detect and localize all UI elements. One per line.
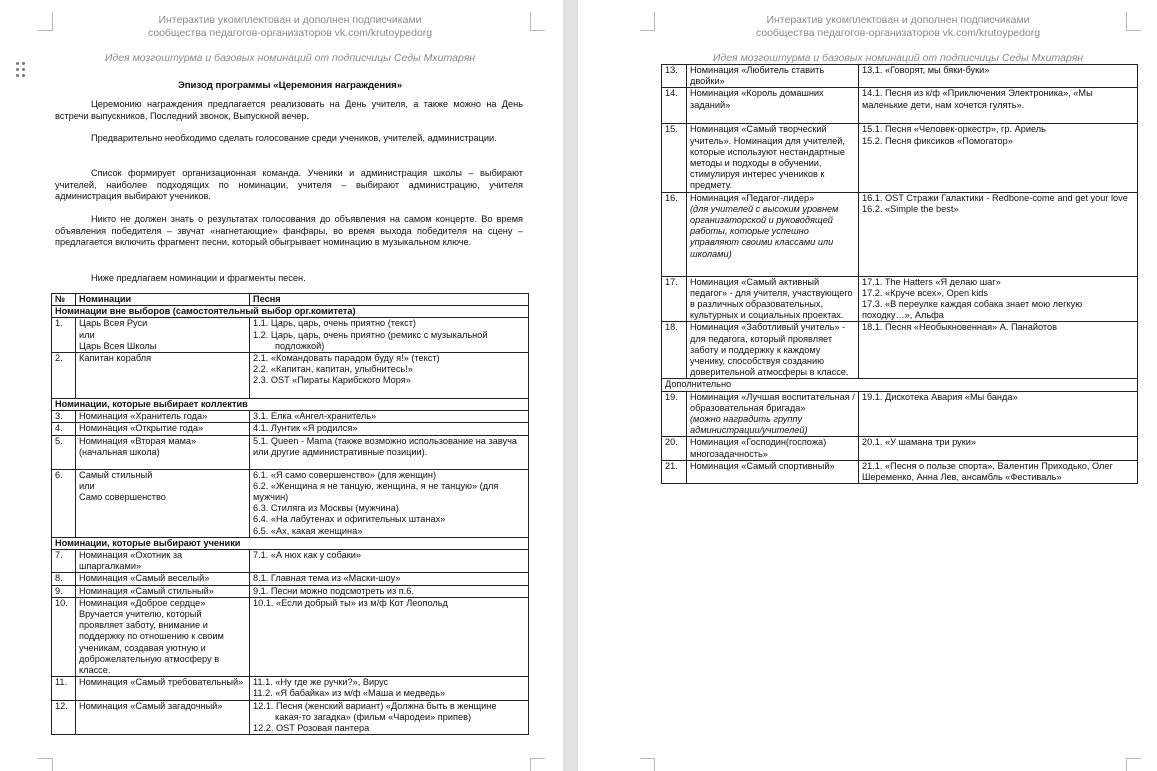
nomination-text: (можно наградить группу администрации/учителей)	[690, 414, 808, 436]
song-cell	[250, 700, 529, 735]
nomination-cell: Номинация «Самый творческий учитель». Номинация для учителей, которые используют нестандартные методы и подходы в обучении, стимулируя интерес учеников к предмету.	[687, 124, 859, 192]
row-num: 16.	[662, 192, 687, 276]
song-item: 6.5. «Ах, какая женщина»	[253, 525, 363, 536]
table-row	[52, 423, 529, 435]
header-num: №	[52, 294, 76, 306]
song-item: 1.2. Царь, царь, очень приятно (ремикс с музыкальной подложкой)	[253, 329, 488, 351]
table-row	[662, 88, 1138, 124]
table-row	[52, 700, 529, 735]
section-row	[52, 399, 529, 411]
song-cell: 13.1. «Говорят, мы бяки-буки»	[859, 65, 1138, 88]
table-row	[52, 318, 529, 353]
paragraph: Ниже предлагаем номинации и фрагменты песен.	[91, 273, 306, 283]
paragraph: Список формирует организационная команда. Ученики и администрация школы – выбирают учителей, наиболее подходящих по номинации, учителя – выбирают администрацию, учителя администрация выбирают учеников.	[55, 168, 523, 202]
section-row	[52, 537, 529, 549]
song-item: 12.1. Песня (женский вариант) «Должна быть в женщине какая-то загадка» (фильм «Чародеи» припев)	[253, 700, 497, 722]
table-row	[662, 322, 1138, 379]
nomination-text: Вручается учителю, который проявляет заботу, внимание и поддержку по отношению к своим ученикам, создавая уютную и доброжелательную атмосферу в классе.	[79, 609, 224, 676]
song-item: 6.3. Стиляга из Москвы (мужчина)	[253, 503, 399, 514]
table-row	[662, 276, 1138, 322]
section-title: Номинации, которые выбирают ученики	[52, 537, 529, 549]
nomination-cell: Номинация «Любитель ставить двойки»	[687, 65, 859, 88]
row-num: 7.	[52, 550, 76, 573]
row-num: 18.	[662, 322, 687, 379]
nomination-text: Царь Всея Школы	[79, 340, 157, 351]
song-cell: 4.1. Лунтик «Я родился»	[250, 423, 529, 435]
song-item: 16.1. OST Стражи Галактики - Redbone-come and get your love	[862, 192, 1128, 203]
table-row	[52, 353, 529, 399]
section-title: Номинации вне выборов (самостоятельный выбор орг.комитета)	[52, 306, 529, 318]
paragraph: Церемонию награждения предлагается реализовать на День учителя, а также можно на День встречи выпускников, Последний звонок, Выпускной вечер.	[55, 99, 523, 121]
table-row	[52, 677, 529, 700]
header-line-2: сообщества педагогов-организаторов vk.com/krutoypedorg	[147, 27, 433, 39]
nomination-text: Номинация «Вторая мама»	[79, 435, 197, 446]
song-item: 17.1. The Hatters «Я делаю шаг»	[862, 276, 1001, 287]
song-cell: 5.1. Queen - Mama (также возможно использование на завуча или другие административные позиции).	[250, 435, 529, 469]
idea-credit: Идея мозгоштурма и базовых номинаций от подписчицы Седы Мхитарян	[104, 52, 476, 64]
table-row	[52, 469, 529, 537]
table-row	[662, 437, 1138, 460]
song-cell	[250, 469, 529, 537]
nomination-cell	[76, 597, 250, 676]
crop-mark-bottom-left	[640, 758, 655, 771]
section-title: Номинации, которые выбирает коллектив	[52, 399, 529, 411]
song-item: 6.4. «На лабутенах и офигительных штанах»	[253, 514, 446, 525]
nomination-cell: Номинация «Охотник за шпаргалками»	[76, 550, 250, 573]
song-cell	[250, 353, 529, 399]
song-cell	[250, 318, 529, 353]
song-cell: 14.1. Песня из к/ф «Приключения Электроника», «Мы маленькие дети, нам хочется гулять».	[859, 88, 1138, 124]
crop-mark-bottom-left	[38, 758, 53, 771]
table-row	[662, 460, 1138, 483]
song-cell	[859, 192, 1138, 276]
header-line-1: Интерактив укомплектован и дополнен подписчиками	[158, 14, 422, 26]
nomination-cell	[76, 353, 250, 399]
nomination-text: Самый стильный	[79, 469, 153, 480]
row-num: 21.	[662, 460, 687, 483]
page-gap	[563, 0, 578, 771]
header-song: Песня	[250, 294, 529, 306]
nomination-cell	[687, 391, 859, 437]
idea-credit: Идея мозгоштурма и базовых номинаций от подписчицы Седы Мхитарян	[712, 52, 1084, 64]
table-header-row	[52, 294, 529, 306]
song-item: 12.2. OST Розовая пантера	[253, 723, 370, 734]
nomination-cell: Номинация «Самый активный педагог» - для учителя, участвующего в различных образовательных, культурных и социальных проектах.	[687, 276, 859, 322]
song-item: 2.3. OST «Пираты Карибского Моря»	[253, 375, 411, 386]
song-cell: 8.1. Главная тема из «Маски-шоу»	[250, 573, 529, 585]
episode-title: Эпизод программы «Церемония награждения»	[177, 80, 403, 91]
nomination-cell: Номинация «Заботливый учитель» - для педагога, который проявляет заботу и поддержку к каждому ученику, способствуя созданию доверительной атмосферы в классе.	[687, 322, 859, 379]
nomination-text: Само совершенство	[79, 492, 166, 503]
nomination-text: или	[79, 480, 95, 491]
row-num: 3.	[52, 411, 76, 423]
row-num: 17.	[662, 276, 687, 322]
song-cell: 21.1. «Песня о пользе спорта», Валентин Приходько, Олег Шеременко, Анна Лев, ансамбль «Фестиваль»	[859, 460, 1138, 483]
nomination-cell: Номинация «Король домашних заданий»	[687, 88, 859, 124]
song-cell: 3.1. Елка «Ангел-хранитель»	[250, 411, 529, 423]
section-row	[662, 379, 1138, 391]
song-cell: 9.1. Песни можно подсмотреть из п.6.	[250, 585, 529, 597]
song-item: 11.2. «Я бабайка» из м/ф «Маша и медведь»	[253, 688, 446, 699]
crop-mark-top-left	[38, 12, 53, 31]
song-cell: 20.1. «У шамана три руки»	[859, 437, 1138, 460]
song-cell	[250, 677, 529, 700]
row-num: 14.	[662, 88, 687, 124]
table-row	[52, 435, 529, 469]
nominations-table	[51, 293, 529, 735]
page-header	[663, 14, 1133, 40]
nomination-text: Царь Всея Руси	[79, 318, 148, 329]
crop-mark-top-right	[530, 12, 545, 31]
table-row	[52, 597, 529, 676]
song-item: 6.1. «Я само совершенство» (для женщин)	[253, 469, 437, 480]
nomination-text: Номинация «Педагог-лидер»	[690, 192, 815, 203]
row-num: 6.	[52, 469, 76, 537]
crop-mark-bottom-right	[1126, 758, 1141, 771]
song-item: 16.2. «Simple the best»	[862, 203, 959, 214]
table-row	[662, 192, 1138, 276]
nomination-text: (начальная школа)	[79, 446, 160, 457]
section-row	[52, 306, 529, 318]
nomination-cell	[76, 435, 250, 469]
row-num: 2.	[52, 353, 76, 399]
song-cell	[859, 276, 1138, 322]
header-line-1: Интерактив укомплектован и дополнен подписчиками	[766, 14, 1030, 26]
table-row	[52, 585, 529, 597]
table-row	[52, 550, 529, 573]
song-item: 2.1. «Командовать парадом буду я!» (текст)	[253, 353, 440, 364]
row-num: 11.	[52, 677, 76, 700]
table-row	[52, 573, 529, 585]
header-line-2: сообщества педагогов-организаторов vk.com/krutoypedorg	[755, 27, 1041, 39]
nomination-cell: Номинация «Господин(госпожа) многозадачность»	[687, 437, 859, 460]
row-num: 8.	[52, 573, 76, 585]
nominations-table-continued	[661, 64, 1138, 484]
header-nominations: Номинации	[76, 294, 250, 306]
crop-mark-bottom-right	[530, 758, 545, 771]
row-num: 1.	[52, 318, 76, 353]
row-num: 13.	[662, 65, 687, 88]
table-row	[52, 411, 529, 423]
paragraph: Предварительно необходимо сделать голосование среди учеников, учителей, администрации.	[91, 133, 497, 143]
song-cell: 18.1. Песня «Необыкновенная» А. Панайотов	[859, 322, 1138, 379]
crop-mark-top-left	[640, 12, 655, 31]
song-item: 15.1. Песня «Человек-оркестр», гр. Ариель	[862, 124, 1046, 135]
nomination-text: Номинация «Доброе сердце»	[79, 597, 206, 608]
nomination-cell: Номинация «Самый спортивный»	[687, 460, 859, 483]
nomination-cell: Номинация «Открытие года»	[76, 423, 250, 435]
song-cell: 19.1. Дискотека Авария «Мы банда»	[859, 391, 1138, 437]
song-item: 17.3. «В переулке каждая собака знает мою легкую походку…», Альфа	[862, 299, 1083, 321]
row-num: 9.	[52, 585, 76, 597]
song-cell: 7.1. «А нюх как у собаки»	[250, 550, 529, 573]
drag-handle-icon[interactable]	[16, 62, 28, 80]
nomination-cell	[76, 469, 250, 537]
row-num: 19.	[662, 391, 687, 437]
nomination-cell	[687, 192, 859, 276]
nomination-text: или	[79, 329, 95, 340]
nomination-cell: Номинация «Самый стильный»	[76, 585, 250, 597]
row-num: 15.	[662, 124, 687, 192]
song-cell	[859, 124, 1138, 192]
nomination-text: Номинация «Лучшая воспитательная /образовательная бригада»	[690, 391, 855, 413]
row-num: 4.	[52, 423, 76, 435]
nomination-cell: Номинация «Самый требовательный»	[76, 677, 250, 700]
nomination-cell: Номинация «Самый загадочный»	[76, 700, 250, 735]
table-row	[662, 391, 1138, 437]
row-num: 20.	[662, 437, 687, 460]
song-item: 1.1. Царь, царь, очень приятно (текст)	[253, 318, 416, 329]
document-page-right	[578, 0, 1157, 771]
page-header	[55, 14, 525, 40]
nomination-cell: Номинация «Самый веселый»	[76, 573, 250, 585]
section-title: Дополнительно	[662, 379, 1138, 391]
row-num: 5.	[52, 435, 76, 469]
nomination-cell	[76, 318, 250, 353]
song-item: 2.2. «Капитан, капитан, улыбнитесь!»	[253, 364, 413, 375]
row-num: 10.	[52, 597, 76, 676]
song-item: 11.1. «Ну где же ручки?», Вирус	[253, 677, 389, 688]
song-item: 17.2. «Круче всех», Open kids	[862, 287, 988, 298]
row-num: 12.	[52, 700, 76, 735]
nomination-text: Капитан корабля	[79, 353, 152, 364]
paragraph: Никто не должен знать о результатах голосования до объявления на самом концерте. Во время объявления победителя – звучат «нагнетающие» фанфары, во время выхода победителя на сцену – предлагается включить фрагмент песни, который обыгрывает номинацию в музыкальном ключе.	[55, 214, 523, 248]
table-row	[662, 65, 1138, 88]
song-item: 15.2. Песня фиксиков «Помогатор»	[862, 135, 1013, 146]
song-cell: 10.1. «Если добрый ты» из м/ф Кот Леопольд	[250, 597, 529, 676]
nomination-cell: Номинация «Хранитель года»	[76, 411, 250, 423]
nomination-text: (для учителей с высоким уровнем организаторской и руководящей работы, которые успешно управляют своими классами или школами)	[690, 203, 839, 259]
song-item: 6.2. «Женщина я не танцую, женщина, я не танцую» (для мужчин)	[253, 480, 499, 503]
document-page-left	[0, 0, 563, 771]
table-row	[662, 124, 1138, 192]
